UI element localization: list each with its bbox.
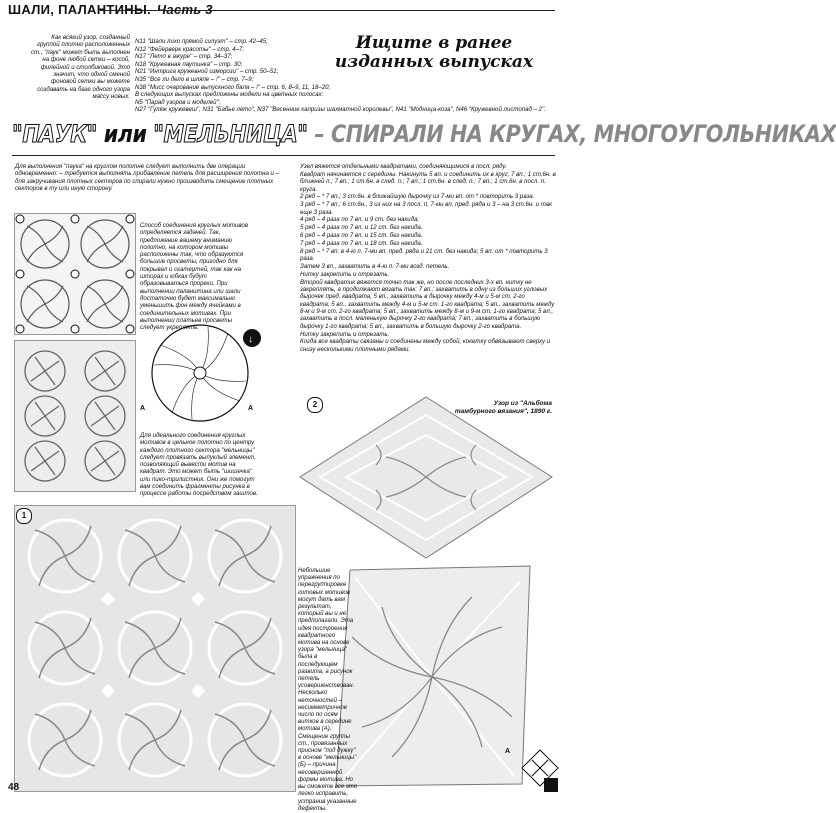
instruction-paragraph: Когда все квадраты связаны и соединены между собой, кокетку обвязывают сверху и снизу несколькими плотными рядами. — [300, 338, 551, 353]
issue-item: N11 "Шали лихо прямой силуэт" – стр. 42–45; — [135, 38, 268, 45]
badge-one: 1 — [16, 508, 32, 524]
small-side-text: Небольшие упражнения по перегруппировке готовых мотивов могут дать вам результат, который вы и не предполагали. Эта идея построения квадратного мотива на основе узора "мельница" была в последующем развита, а рисунок петель усовершенствован. Несколько неточностей – несимметричное число по осям витков в середине мотива (А). Смещение группы ст., провязанных присном "под дужку" в основе "мельницы" (Б) – причина несовершенной формы мотива. Но вы сможете все это легко исправить, устранив указанные дефекты. — [298, 568, 358, 812]
instruction-paragraph: 4 ряд – 4 раза по 7 вп. и 9 ст. без накида. — [300, 216, 420, 224]
top-rule — [100, 10, 555, 11]
section-title: ШАЛИ, ПАЛАНТИНЫ. — [8, 2, 151, 17]
heading-part-or: или — [96, 120, 154, 148]
circle-text: Способ соединения круглых мотивов определяется задачей. Так, предложение вашему вниманию полотно, на котором мотивы расположены так, что образуются большие просветы, пригодно для покрывал и скатертей, так как на шторах и юбках будут образовываться прорехи. При выполнении паланитина или шали достаточно будет максимально уменьшить фон между ячейками в соединительных мотивах. При выполнении платьев просветы следует укреплять. — [140, 222, 249, 332]
lead-text: Для выполнения "паука" на круглом полотне следует выполнить две операции одновременно: – требуется выполнять прибавление петель для расширения полотна и – для закручивания плотных секторов по спирали нужно производить смещение плотных секторов в ту или иную сторону. — [15, 163, 280, 192]
issue-item: N38 "Мисс очарование выпускного бала – !" – стр. 6, 8–9, 11, 18–20; — [135, 83, 331, 91]
label-a: А — [140, 405, 146, 412]
badge-two: 2 — [307, 397, 323, 413]
instruction-paragraph: Нитку закрепить и отрезать. — [300, 330, 390, 338]
issue-item: N18 "Кружевная паутинка" – стр. 30; — [135, 60, 243, 68]
instruction-paragraph: 6 ряд – 4 раза по 7 вп. и 15 ст. без накида. — [300, 232, 423, 240]
instruction-paragraph: Нитку закрепить и отрезать. — [300, 270, 390, 278]
instruction-paragraph: 2 ряд – * 7 вп.; 3 ст.6н. в ближайшую дырочку из 7-ми вп. от * повторить 3 раза. — [300, 193, 535, 201]
heading-part-spider: "ПАУК" — [12, 120, 97, 148]
instruction-paragraph: Затем 3 вп., захватить в 4-ю п. 7-ми возд. петель. — [300, 262, 450, 270]
instruction-paragraph: 3 ряд – * 7 вп.; 6 ст.6н., 3 из них на 3 посл. п. 7-ми вп. пред. ряда и 3 – на 3 ст.6н. и так еще 3 раза. — [300, 201, 552, 216]
label-defect-a: А — [505, 748, 511, 755]
instruction-paragraph: Квадрат начинается с середины. Накинуть 5 вп. и соединить их в круг; 7 вп.; 1 ст.6н. в ближней п.; 7 вп.; 1 ст.6н. в след. п.; 7 вп.; 1 ст.6н. в след. п.; 7 вп.; 1 ст.6н. в посл. п. круга. — [300, 170, 556, 193]
issue-item: N21 "Интрига кружевной изморози" – стр. 50–51; — [135, 68, 279, 76]
instruction-paragraph: 8 ряд – * 7 вп. в 4-ю п. 7-ми вп. пред. ряда и 21 ст. без накида; 5 вп. от * повторить 3 раза. — [300, 247, 548, 263]
instructions-column — [300, 163, 556, 354]
page-number: 48 — [8, 782, 20, 793]
issue-item: В следующих выпусках предложены модели на цветных полосах: — [135, 91, 324, 99]
heading-part-mill: "МЕЛЬНИЦА" — [153, 120, 308, 148]
instruction-paragraph: 5 ряд – 4 раза по 7 вп. и 12 ст. без накида. — [300, 224, 423, 232]
diamond-lace-image — [296, 395, 556, 560]
circle-motif-image — [14, 213, 136, 335]
part-label: Часть 3 — [156, 2, 213, 17]
square-lace-image — [330, 562, 535, 792]
instruction-paragraph: Узел вяжется отдельными квадратами, соединяющимися в посл. ряду. — [300, 163, 507, 170]
instruction-paragraph: 7 ряд – 4 раза по 7 вп. и 18 ст. без накида. — [300, 239, 423, 247]
svg-text:↓: ↓ — [248, 334, 253, 345]
album-caption: Узор из "Альбома тамбурного вязания", 1890 г. — [454, 400, 552, 415]
issue-item: N5 "Парад узоров и моделей"; — [135, 98, 221, 106]
issue-item: N35 "Все ли дело в шляпе – !" – стр. 7–9; — [135, 75, 254, 83]
article-heading — [12, 120, 836, 148]
issue-item: N27 "Гуляж кружевеш", N31 "Бабье лето", N37 "Весенние капризы шахматной королевы", N41 "Модница-коза", N46 "Кружевной листопад – 2". — [135, 106, 546, 114]
heading-part-spirals: – СПИРАЛИ НА КРУГАХ, МНОГОУГОЛЬНИКАХ — [307, 120, 836, 148]
issue-item: N17 "Лето в ажуре" – стр. 34–37; — [135, 53, 233, 61]
heading-rule — [12, 155, 555, 156]
label-a-2: А — [248, 405, 254, 412]
circle2-text: Для идеального соединения круглых мотивов в цельное полотно по центру каждого плотного сектора "мельницы" следует провязать выпуклый элемент, позволяющий вывести мотив на квадрат. Это может быть "шишечка" или пико-трилистник. Они же помогут вам соединить фрагменты рисунка в процессе работы посредством заштов. — [140, 432, 258, 498]
lace-panel-1 — [14, 505, 296, 792]
look-title: Ищите в ранее изданных выпусках — [334, 33, 534, 72]
instruction-paragraph: Второй квадратик вяжется точно так же, но после последних 3-х вп. нитку не закреплять, а продолжают вязать так: 7 вп.; захватить в одну из больших угловых дырочек пред. квадрата; 5 вп., захватить в дырочку между 4-м и 5-м ст. 2-го квадрата; 5 вп., захватить между 4-м и 5-м ст. 1-го квадрата; 5 вп., захватить между 8-м и 9-м ст. 2-го квадрата; 5 вп., захватить между 8-м и 9-м ст. 1-го квадрата; 5 вп., захватить в посл. маленькую дырочку 2-го квадрата; 7 вп., захватить в большую дырочку 1-го квадрата; 5 вп., захватить в большую дырочку 2-го квадрата. — [300, 278, 555, 330]
label-defect-b: Б — [528, 778, 534, 785]
defect-diagram — [520, 748, 560, 793]
intro-text: Как всякий узор, созданный группой плотно расположенных ст., "паук" может быть выполнен на фоне любой сетки – косой, филейной и столбиковой. Это значит, что одной сменой фоновой сетки вы можете создавать на базе одного узора массу новых. — [30, 34, 130, 101]
strip-lace-image — [14, 340, 136, 492]
issue-item: N12 "Фейерверк красоты" – стр. 4–7; — [135, 45, 245, 53]
